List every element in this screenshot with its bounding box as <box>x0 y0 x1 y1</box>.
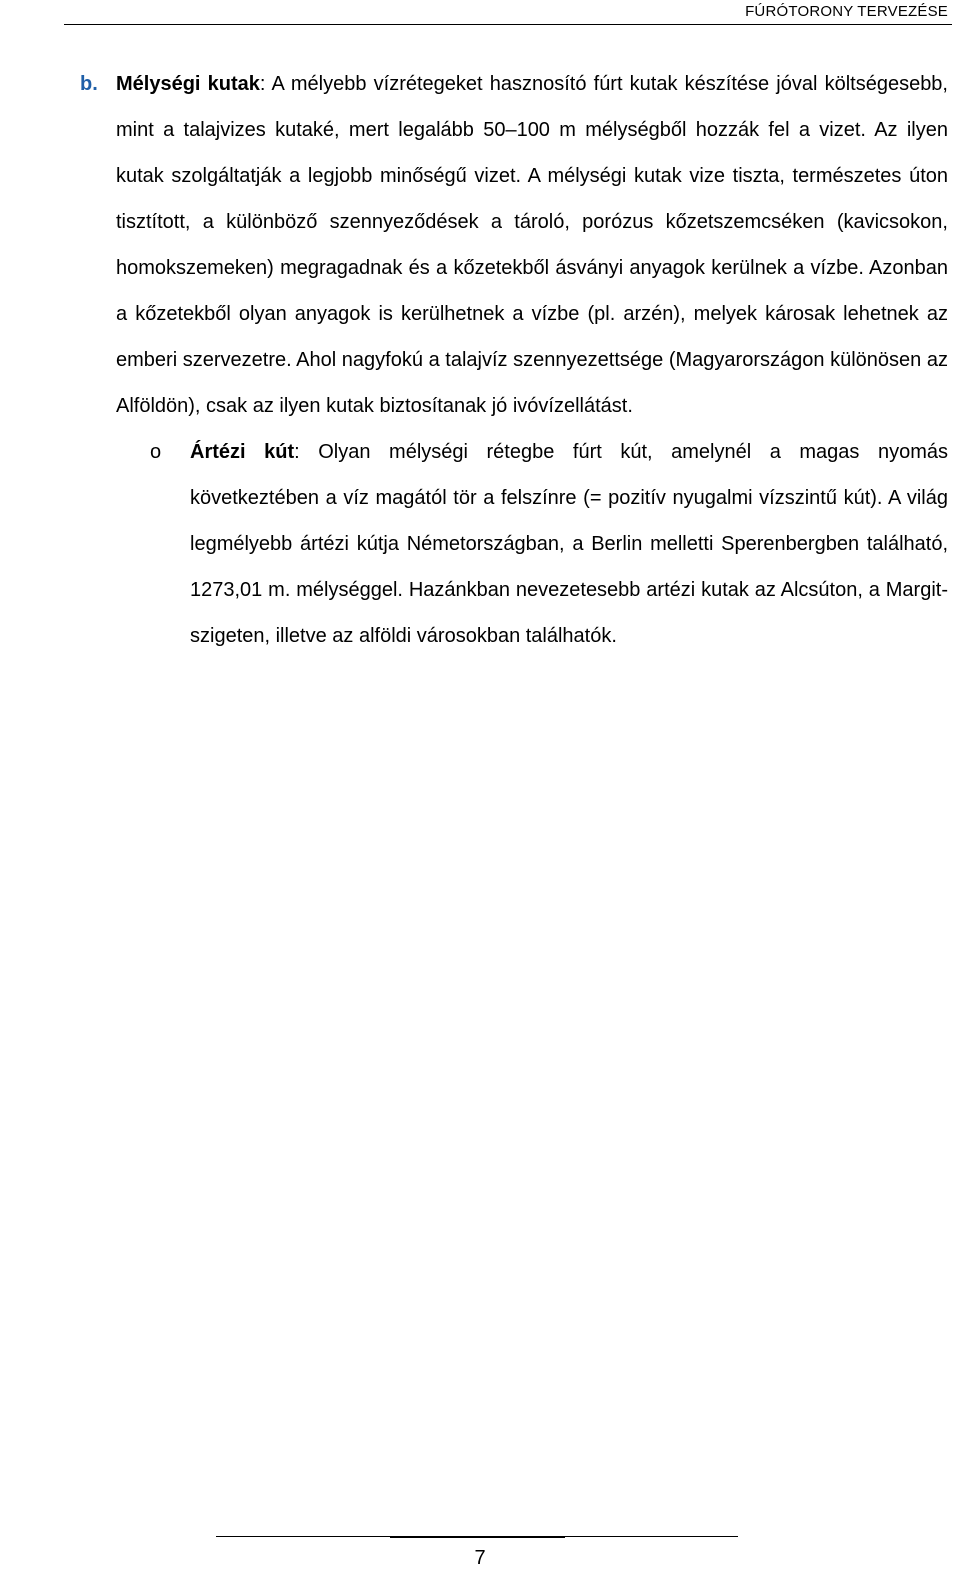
paragraph-artezi-kut <box>190 429 948 659</box>
paragraph-text: : Olyan mélységi rétegbe fúrt kút, amelynél a magas nyomás következtében a víz magától tör a felszínre (= pozitív nyugalmi vízszintű kút). A világ legmélyebb ártézi kútja Németországban, a Berlin melletti Sperenbergben található, 1273,01 m. mélységgel. Hazánkban nevezetesebb artézi kutak az Alcsúton, a Margit-szigeten, illetve az alföldi városokban találhatók. <box>190 441 948 647</box>
page-number: 7 <box>474 1547 486 1569</box>
running-header: FÚRÓTORONY TERVEZÉSE <box>745 3 948 20</box>
sub-list-bullet: o <box>150 441 162 463</box>
page-content <box>80 61 948 659</box>
list-item-b <box>80 61 948 429</box>
paragraph-text: : A mélyebb vízrétegeket hasznosító fúrt kutak készítése jóval költségesebb, mint a talajvizes kutaké, mert legalább 50–100 m mélységből hozzák fel a vizet. Az ilyen kutak szolgáltatják a legjobb minőségű vizet. A mélységi kutak vize tiszta, természetes úton tisztított, a különböző szennyeződések a tároló, porózus kőzetszemcséken (kavicsokon, homokszemeken) megragadnak és a kőzetekből ásványi anyagok kerülnek a vízbe. Azonban a kőzetekből olyan anyagok is kerülhetnek a vízbe (pl. arzén), melyek károsak lehetnek az emberi szervezetre. Ahol nagyfokú a talajvíz szennyezettsége (Magyarországon különösen az Alföldön), csak az ilyen kutak biztosítanak jó ivóvízellátást. <box>116 73 948 417</box>
footer-rule-accent <box>390 1536 565 1538</box>
list-marker-b: b. <box>80 73 98 95</box>
header-rule <box>64 24 952 25</box>
term-artezi-kut: Ártézi kút <box>190 441 295 463</box>
paragraph-melysegi-kutak <box>116 61 948 429</box>
term-melysegi-kutak: Mélységi kutak <box>116 73 260 95</box>
sub-list-item-artezi-kut <box>116 429 948 659</box>
